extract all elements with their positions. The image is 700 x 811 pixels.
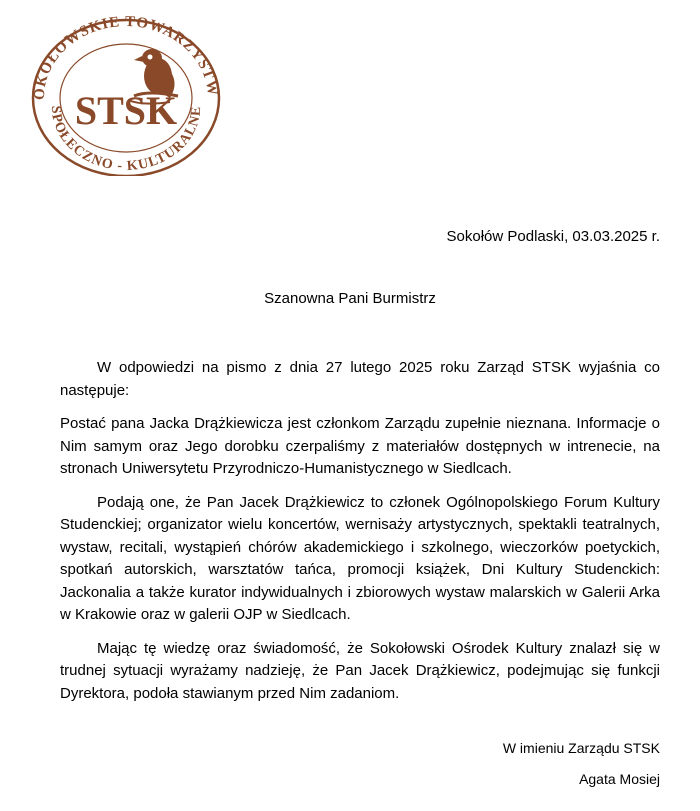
paragraph-2: Postać pana Jacka Drążkiewicza jest członkom Zarządu zupełnie nieznana. Informacje o Nim samym oraz Jego dorobku czerpaliśmy z materiałów dostępnych w intrenecie, na stronach Uniwersytetu Przyrodniczo-Humanistycznego w Siedlcach. — [60, 415, 660, 477]
letter-salutation: Szanowna Pani Burmistrz — [264, 290, 436, 307]
letter-signature: Agata Mosiej — [579, 771, 660, 787]
logo-ring-top-text: OKOŁOWSKIE TOWARZYSTW — [31, 16, 221, 101]
letter-body — [60, 357, 660, 716]
letter-closing: W imieniu Zarządu STSK — [502, 740, 660, 756]
logo-initials: STSK — [74, 88, 178, 133]
letter-date: Sokołów Podlaski, 03.03.2025 r. — [446, 228, 660, 245]
paragraph-3: Podają one, że Pan Jacek Drążkiewicz to członek Ogólnopolskiego Forum Kultury Studenckiej; organizator wielu koncertów, wernisaży artystycznych, spektakli teatralnych, wystaw, recitali, wystąpień chórów akademickiego i szkolnego, wieczorków poetyckich, spotkań autorskich, warsztatów tańca, promocji książek, Dni Kultury Studenckich: Jackonalia a także kurator indywidualnych i zbiorowych wystaw malarskich w Galerii Arka w Krakowie oraz w galerii OJP w Siedlcach. — [60, 493, 660, 623]
stsk-logo — [30, 16, 222, 176]
logo-ring-bottom-text: SPOŁECZNO - KULTURALNE — [47, 105, 205, 175]
stsk-seal-icon — [30, 16, 222, 176]
paragraph-4: Mając tę wiedzę oraz świadomość, że Sokołowski Ośrodek Kultury znalazł się w trudnej sytuacji wyrażamy nadzieję, że Pan Jacek Drążkiewicz, podejmując się funkcji Dyrektora, podoła stawianym przed Nim zadaniom. — [60, 639, 660, 702]
paragraph-1: W odpowiedzi na pismo z dnia 27 lutego 2025 roku Zarząd STSK wyjaśnia co następuje: — [60, 359, 660, 399]
